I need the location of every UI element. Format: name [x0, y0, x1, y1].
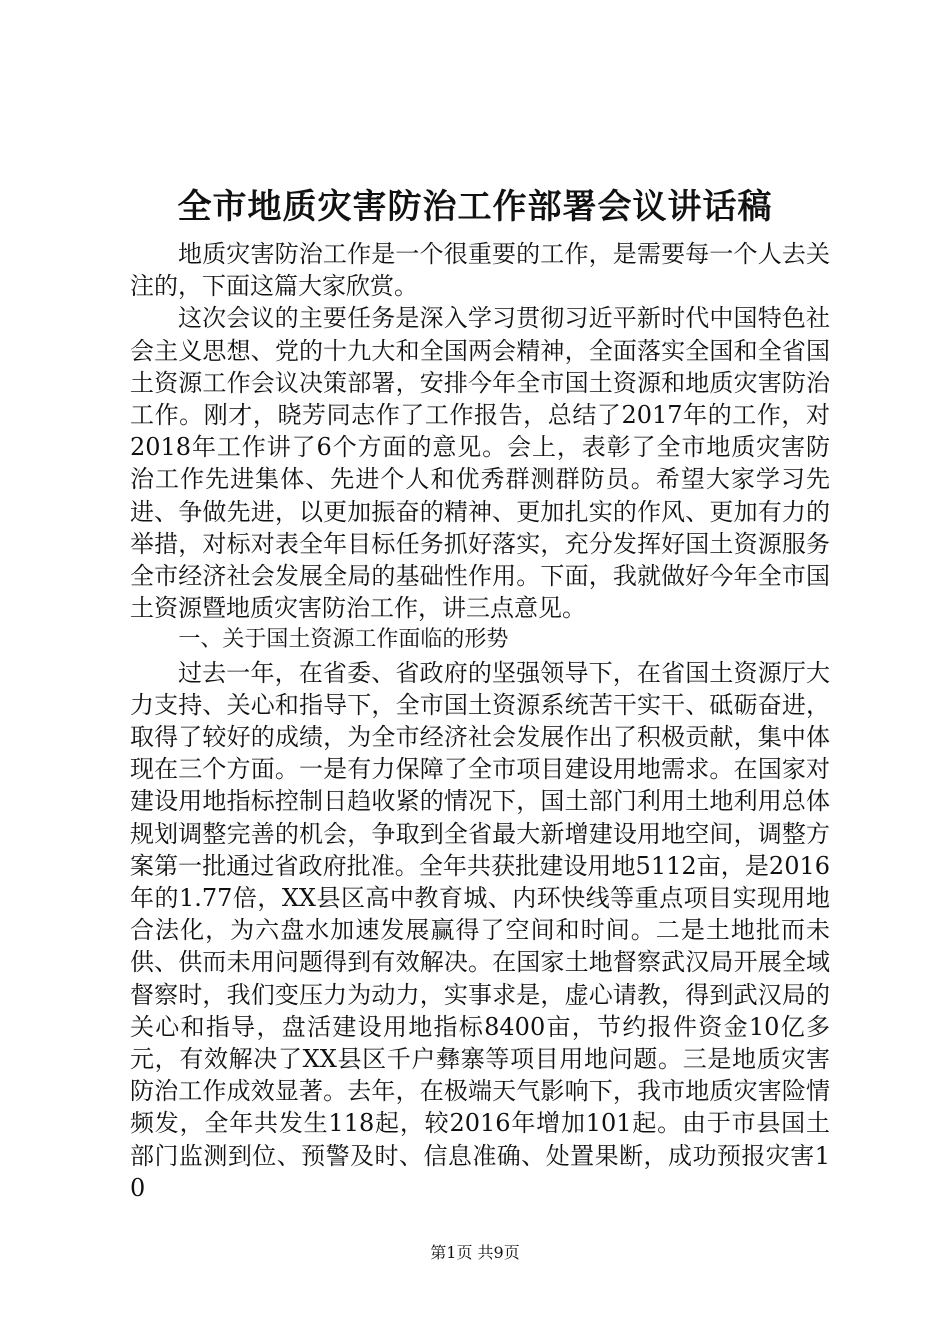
document-title: 全市地质灾害防治工作部署会议讲话稿 — [177, 187, 773, 227]
intro-paragraph: 地质灾害防治工作是一个很重要的工作，是需要每一个人去关注的，下面这篇大家欣赏。 — [130, 240, 830, 301]
page-footer: 第1页 共9页 — [430, 1243, 520, 1262]
document-body — [130, 238, 830, 1204]
meeting-paragraph: 这次会议的主要任务是深入学习贯彻习近平新时代中国特色社会主义思想、党的十九大和全国两会精神，全面落实全国和全省国土资源工作会议决策部署，安排今年全市国土资源和地质灾害防治工作。刚才，晓芳同志作了工作报告，总结了2017年的工作，对2018年工作讲了6个方面的意见。会上，表彰了全市地质灾害防治工作先进集体、先进个人和优秀群测群防员。希望大家学习先进、争做先进，以更加振奋的精神、更加扎实的作风、更加有力的举措，对标对表全年目标任务抓好落实，充分发挥好国土资源服务全市经济社会发展全局的基础性作用。下面，我就做好今年全市国土资源暨地质灾害防治工作，讲三点意见。 — [130, 304, 830, 623]
section-paragraph: 过去一年，在省委、省政府的坚强领导下，在省国土资源厅大力支持、关心和指导下，全市国土资源系统苦干实干、砥砺奋进，取得了较好的成绩，为全市经济社会发展作出了积极贡献，集中体现在三个方面。一是有力保障了全市项目建设用地需求。在国家对建设用地指标控制日趋收紧的情况下，国土部门利用土地利用总体规划调整完善的机会，争取到全省最大新增建设用地空间，调整方案第一批通过省政府批准。全年共获批建设用地5112亩，是2016年的1.77倍，XX县区高中教育城、内环快线等重点项目实现用地合法化，为六盘水加速发展赢得了空间和时间。二是土地批而未供、供而未用问题得到有效解决。在国家土地督察武汉局开展全域督察时，我们变压力为动力，实事求是，虚心请教，得到武汉局的关心和指导，盘活建设用地指标8400亩，节约报件资金10亿多元，有效解决了XX县区千户彝寨等项目用地问题。三是地质灾害防治工作成效显著。去年，在极端天气影响下，我市地质灾害险情频发，全年共发生118起，较2016年增加101起。由于市县国土部门监测到位、预警及时、信息准确、处置果断，成功预报灾害10 — [130, 658, 830, 1202]
section-heading: 一、关于国土资源工作面临的形势 — [178, 627, 509, 653]
